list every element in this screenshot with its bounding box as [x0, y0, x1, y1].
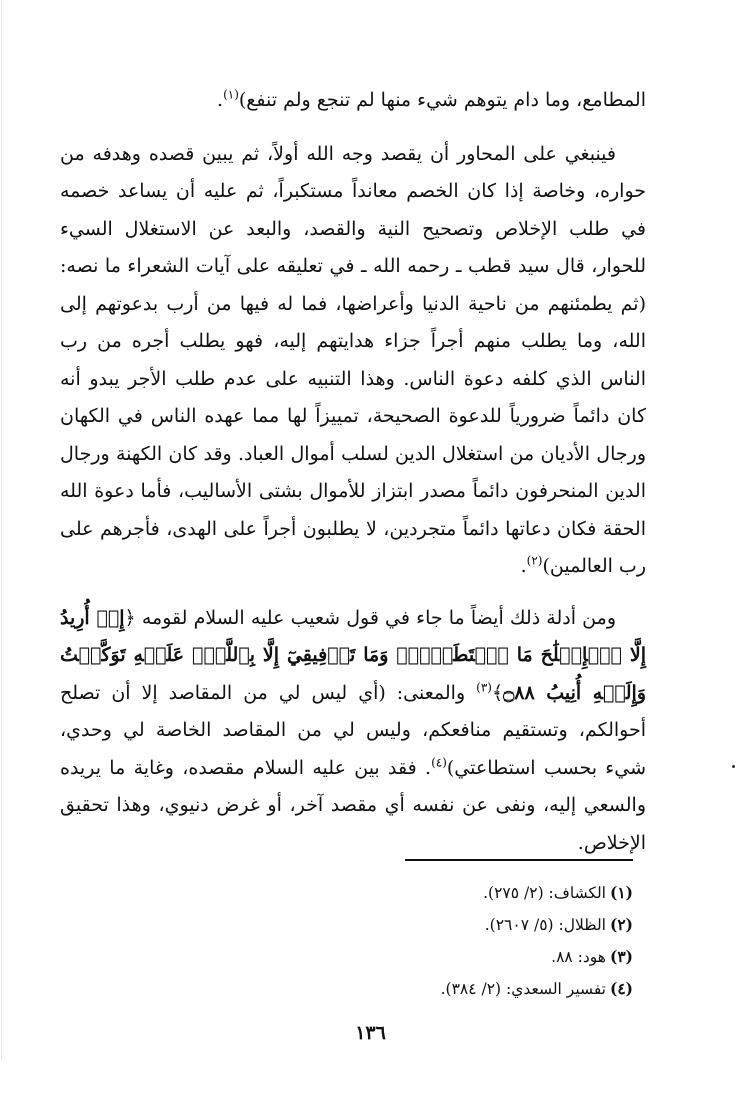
footnote-text: الظلال: (٥/ ٢٦٠٧). — [484, 916, 606, 934]
footnotes-list — [441, 877, 633, 1005]
page-number: ١٣٦ — [355, 1022, 386, 1044]
footnote-ref-3[interactable]: (٣) — [476, 680, 492, 695]
footnote-item — [441, 941, 633, 973]
footnote-item — [441, 909, 633, 941]
paragraph-1 — [60, 82, 646, 120]
footnote-divider — [405, 859, 633, 861]
paragraph-3-text: والمعنى: (أي ليس لي من المقاصد إلا أن تصلح أحوالكم، وتستقيم منافعكم، وليس لي من المقاصد الخاصة لي وحدي، شيء بحسب استطاعتي) — [60, 681, 647, 779]
paragraph-2-end: . — [520, 555, 527, 577]
paragraph-3-intro: ومن أدلة ذلك أيضاً ما جاء في قول شعيب عليه السلام لقومه ﴿ — [124, 606, 616, 629]
page-body — [60, 82, 646, 862]
paragraph-2-text: فينبغي على المحاور أن يقصد وجه الله أولاً، ثم يبين قصده وهدفه من حواره، وخاصة إذا كان الخصم معانداً مستكبراً، ثم عليه أن يساعد خصمه في طلب الإخلاص وتصحيح النية والقصد، والبعد عن الاستغلال السيء للحوار، قال سيد قطب ـ رحمه الله ـ في تعليقه على آيات الشعراء ما نصه: (ثم يطمئنهم من ناحية الدنيا وأعراضها، فما له فيها من أرب بدعوتهم إلى الله، وما يطلب منهم أجراً جزاء هدايتهم إليه، فهو يطلب أجره من رب الناس الذي كلفه دعوة الناس. وهذا التنبيه على عدم طلب الأجر يبدو أنه كان دائماً ضرورياً للدعوة الصحيحة، تمييزاً لها مما عهده الناس في الكهان ورجال الأديان من استغلال الدين لسلب أموال العباد. وقد كان الكهنة ورجال الدين المنحرفون دائماً مصدر ابتزاز للأموال بشتى الأساليب، فأما دعوة الله الحقة فكان دعاتها دائماً متجردين، لا يطلبون أجراً على الهدى، فأجرهم على رب العالمين) — [60, 142, 646, 577]
verse-close-bracket: ﴾ — [491, 681, 504, 704]
footnote-text: الكشاف: (٢/ ٢٧٥). — [483, 884, 606, 902]
footnote-number: (١) — [609, 883, 633, 902]
footnote-ref-1[interactable]: (١) — [223, 87, 239, 102]
page-edge-line — [1, 0, 2, 1060]
margin-dot — [732, 765, 735, 768]
footnote-number: (٢) — [609, 915, 633, 934]
footnote-text: تفسير السعدي: (٢/ ٣٨٤). — [440, 980, 606, 998]
footnote-ref-4[interactable]: (٤) — [431, 755, 447, 770]
footnote-text: هود: ٨٨. — [551, 948, 606, 966]
paragraph-1-end: . — [217, 89, 224, 111]
footnote-number: (٣) — [609, 947, 633, 966]
footnote-item — [441, 877, 633, 909]
quran-verse: إِنۡ أُرِيدُ إِلَّا ٱلۡإِصۡلَٰحَ مَا ٱسۡتَطَعۡتُۚ وَمَا تَوۡفِيقِيٓ إِلَّا بِٱللَّهِۚ عَلَيۡهِ تَوَكَّلۡتُ وَإِلَيۡهِ أُنِيبُ ۝٨٨ — [60, 606, 646, 704]
footnote-ref-2[interactable]: (٢) — [526, 553, 543, 568]
footnote-number: (٤) — [609, 979, 633, 998]
paragraph-3-end: . فقد بين عليه السلام مقصده، وغاية ما يريده والسعي إليه، ونفى عن نفسه أي مقصد آخر، أو غرض دنيوي، وهذا تحقيق الإخلاص. — [60, 756, 646, 854]
paragraph-1-text: المطامع، وما دام يتوهم شيء منها لم تنجع ولم تنفع) — [238, 89, 646, 111]
footnote-item — [441, 973, 633, 1005]
paragraph-3 — [60, 600, 646, 863]
paragraph-2 — [60, 136, 646, 586]
